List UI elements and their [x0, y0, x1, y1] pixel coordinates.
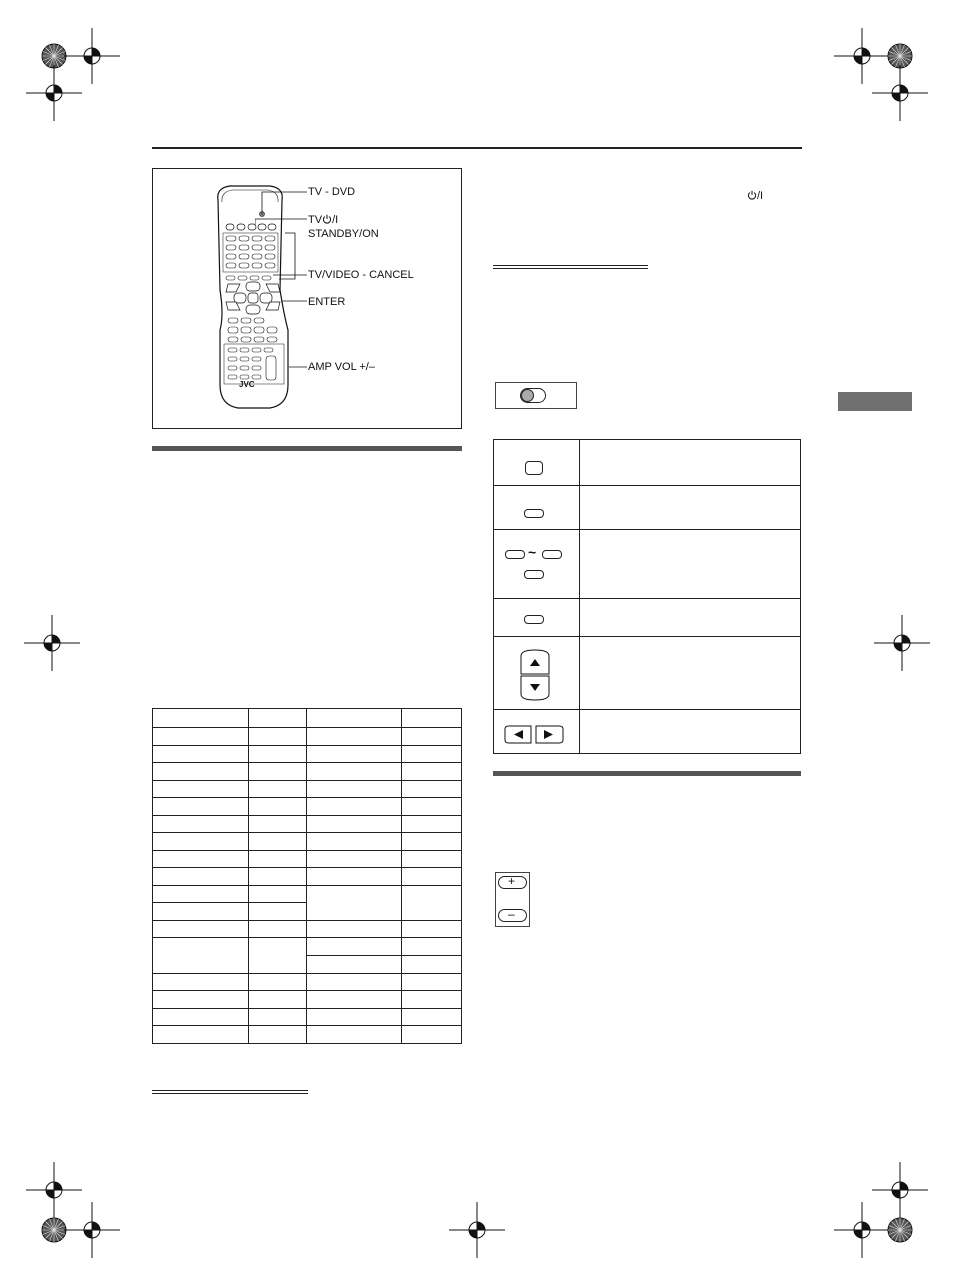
power-symbol-text [747, 190, 763, 203]
left-right-buttons [503, 725, 565, 745]
callout-tv-power [308, 214, 338, 227]
header-rule [152, 147, 802, 149]
section-heading-bar-left [152, 446, 462, 451]
table-row [153, 728, 462, 746]
callout-tv-power-prefix: TV [308, 214, 323, 226]
note-underline-right-2 [493, 268, 648, 269]
callout-tv-dvd: TV - DVD [308, 186, 356, 198]
amp-vol-minus-label: – [508, 907, 515, 921]
table-column-divider [579, 439, 580, 754]
table-row [493, 529, 801, 530]
table-row [153, 991, 462, 1009]
power-symbol-suffix: /I [757, 190, 764, 202]
table-row [153, 816, 462, 833]
callout-standby-on: STANDBY/ON [308, 228, 379, 240]
table-row [153, 851, 462, 868]
callout-tv-video-cancel: TV/VIDEO - CANCEL [308, 269, 414, 281]
table-row [153, 938, 462, 956]
switch-knob [521, 389, 534, 402]
tv-video-button-icon [525, 461, 543, 475]
cancel-button-icon [524, 615, 544, 624]
table-row [153, 1026, 462, 1044]
table-row [153, 763, 462, 781]
button-function-table [493, 439, 801, 754]
table-row [153, 781, 462, 798]
table-row [153, 868, 462, 886]
table-row [153, 746, 462, 763]
table-row [493, 709, 801, 710]
number-button-icon [505, 550, 525, 559]
table-row [493, 636, 801, 637]
remote-logo: JVC [239, 380, 255, 389]
table-row [493, 485, 801, 486]
table-row [153, 709, 462, 728]
flat-button-icon [524, 509, 544, 518]
table-row [153, 798, 462, 816]
manufacturer-code-table [152, 708, 462, 1044]
power-icon [322, 214, 332, 224]
table-row [153, 1009, 462, 1026]
note-underline-left [152, 1090, 308, 1091]
tv-dvd-switch-illustration [495, 382, 577, 409]
number-button-icon [524, 570, 544, 579]
table-row [153, 921, 462, 938]
range-tilde: ~ [528, 544, 537, 560]
table-row [153, 974, 462, 991]
note-underline-left-2 [152, 1093, 308, 1094]
table-row [153, 833, 462, 851]
callout-lines [255, 185, 315, 375]
note-underline-right [493, 265, 648, 266]
amp-vol-plus-label: + [508, 874, 516, 888]
callout-tv-power-suffix: /I [332, 214, 339, 226]
table-row [153, 886, 462, 903]
section-heading-bar-right [493, 771, 801, 776]
callout-enter: ENTER [308, 296, 346, 308]
section-tab [838, 392, 912, 411]
power-icon [747, 190, 757, 200]
up-down-buttons [518, 648, 552, 702]
callout-amp-vol: AMP VOL +/– [308, 361, 375, 373]
table-row [493, 598, 801, 599]
number-button-icon [542, 550, 562, 559]
